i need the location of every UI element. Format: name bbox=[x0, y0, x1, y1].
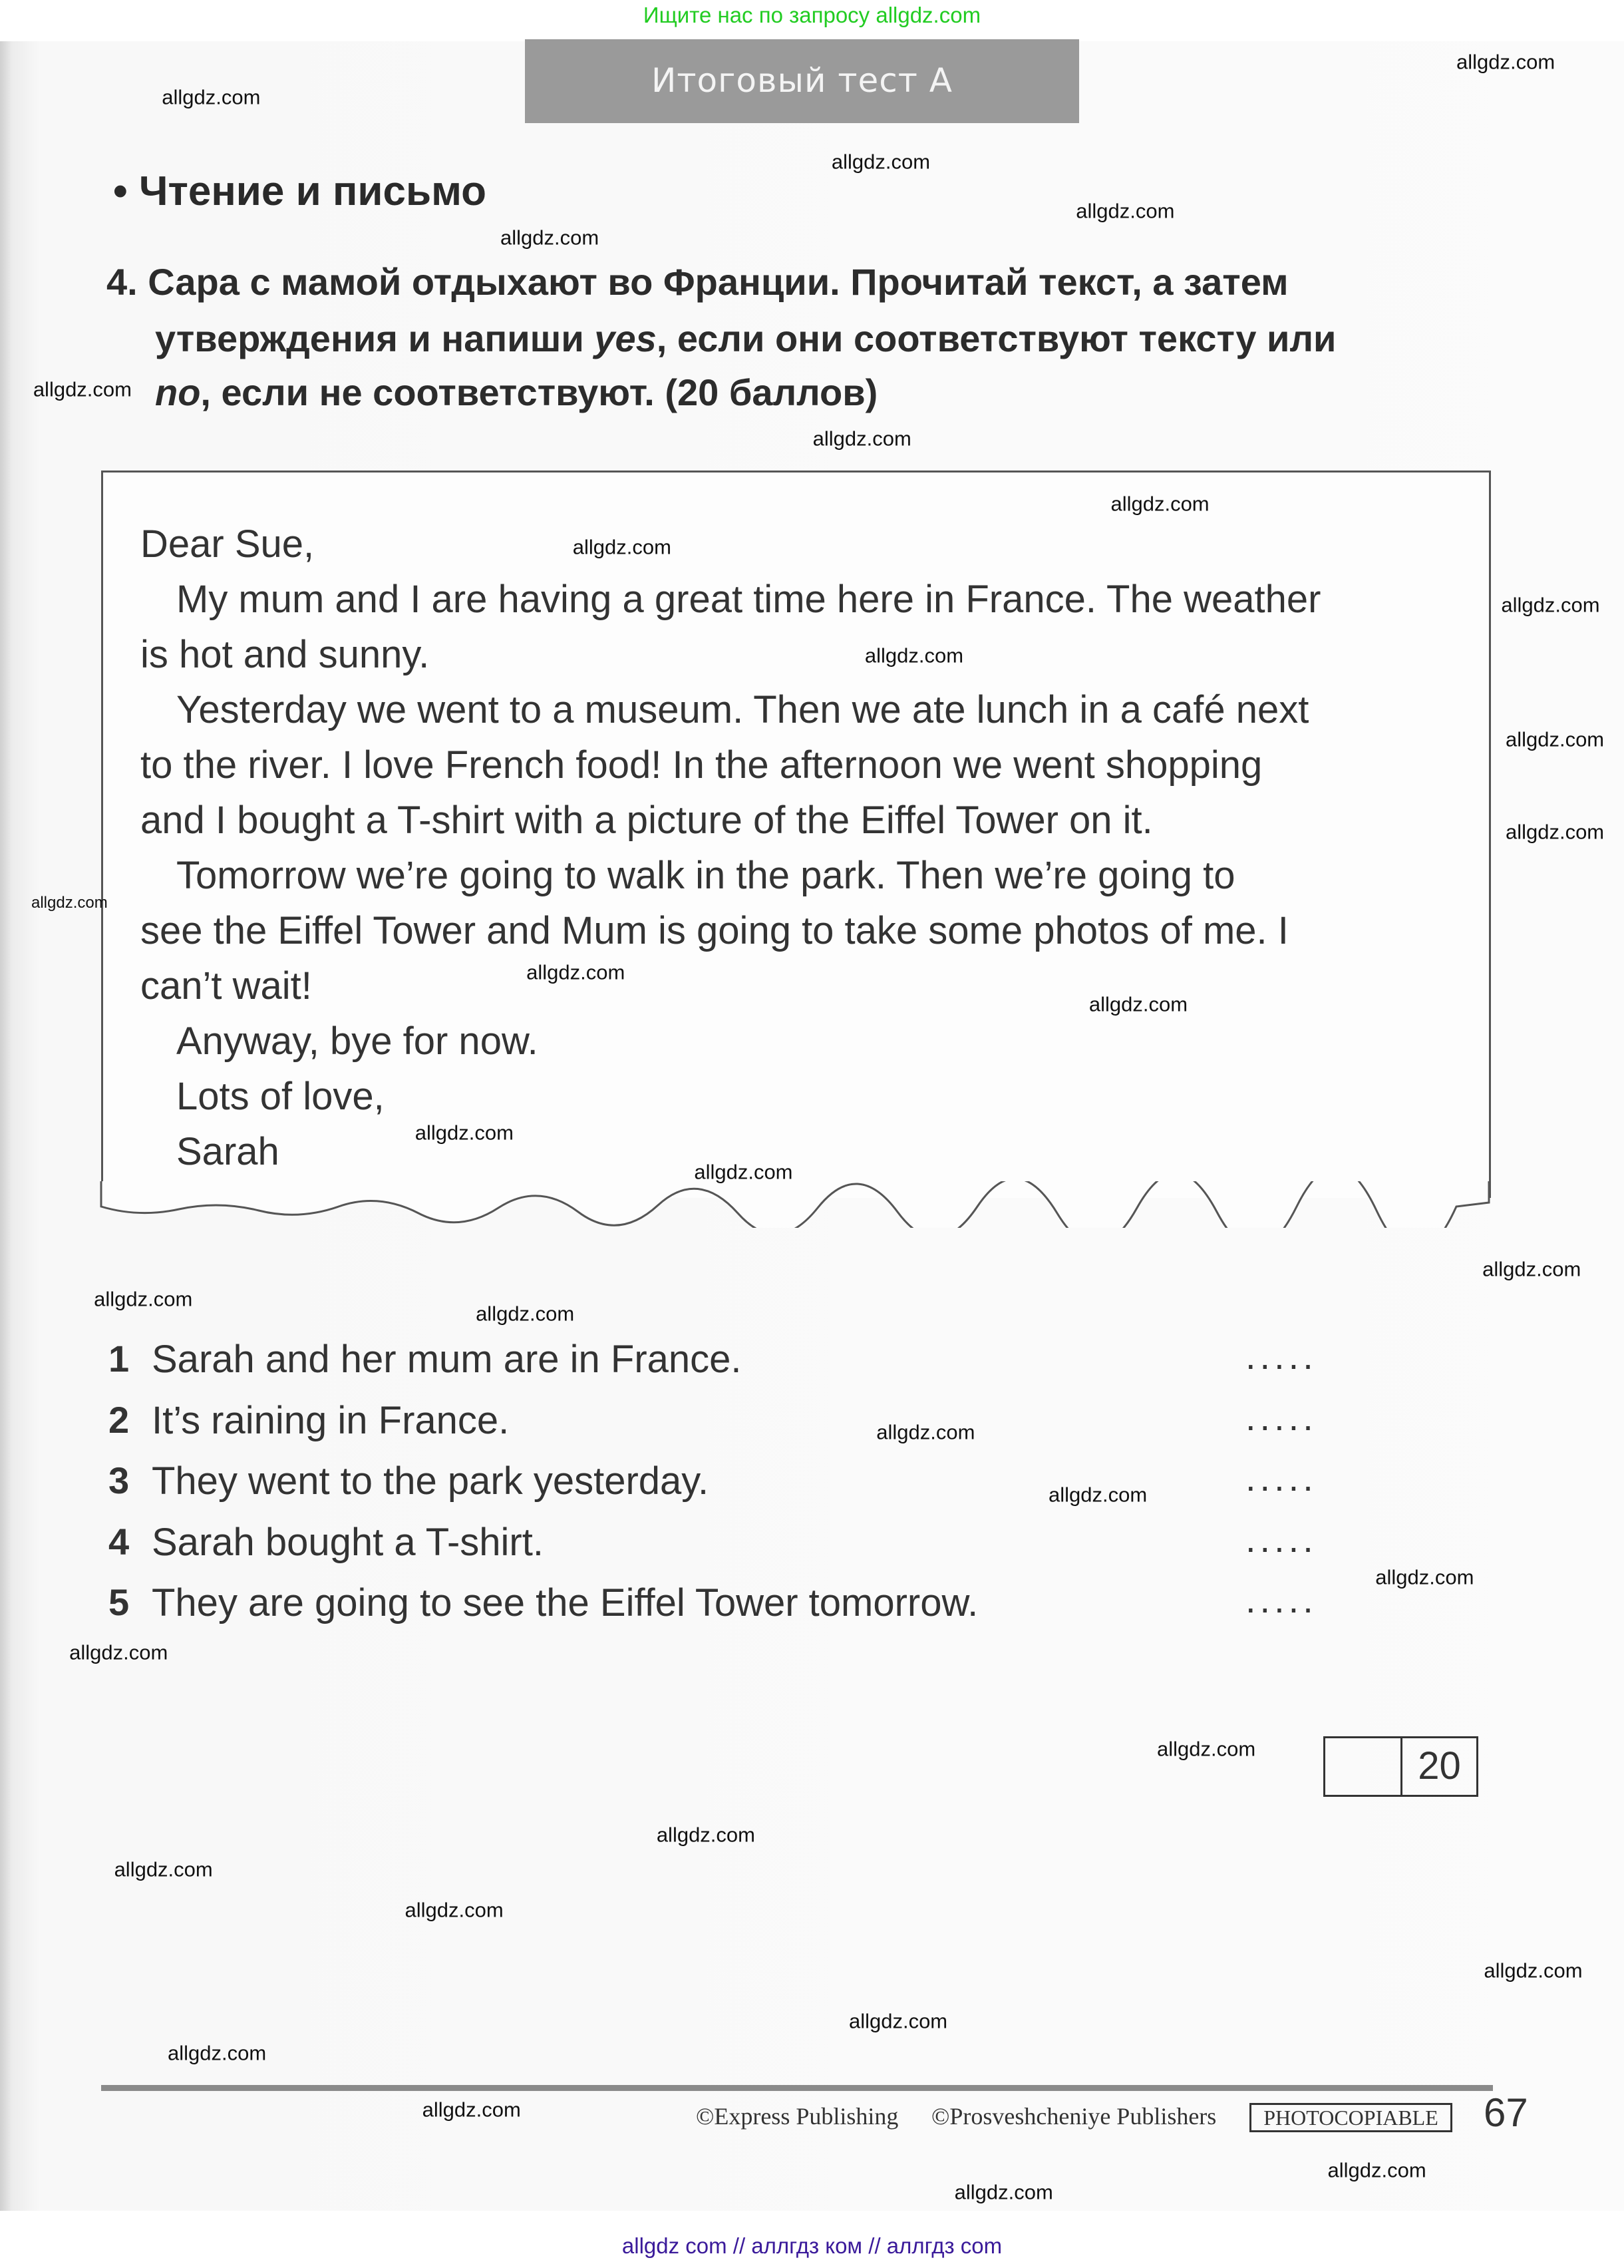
watermark: allgdz.com bbox=[1484, 1959, 1583, 1983]
letter-line: is hot and sunny. bbox=[140, 633, 430, 676]
letter-line: see the Eiffel Tower and Mum is going to take some photos of me. I bbox=[140, 909, 1289, 952]
statement-text: Sarah and her mum are in France. bbox=[152, 1338, 742, 1381]
site-search-note[interactable]: Ищите нас по запросу allgdz.com bbox=[643, 3, 981, 27]
statement-text: They are going to see the Eiffel Tower tomorrow. bbox=[152, 1581, 979, 1624]
letter-line: can’t wait! bbox=[140, 964, 312, 1008]
answer-blank[interactable]: ..... bbox=[1245, 1517, 1317, 1560]
watermark: allgdz.com bbox=[1088, 992, 1188, 1016]
publisher-prosveshcheniye: ©Prosveshcheniye Publishers bbox=[931, 2103, 1217, 2130]
statement-number: 5 bbox=[108, 1581, 130, 1623]
statement-number: 1 bbox=[108, 1338, 130, 1380]
watermark: allgdz.com bbox=[1076, 199, 1175, 223]
section-title: Чтение и письмо bbox=[138, 168, 487, 214]
letter-line: My mum and I are having a great time here in France. The weather bbox=[176, 578, 1321, 621]
watermark: allgdz.com bbox=[414, 1121, 514, 1145]
letter-line: Yesterday we went to a museum. Then we ate lunch in a café next bbox=[176, 688, 1309, 731]
watermark: allgdz.com bbox=[114, 1857, 213, 1881]
watermark: allgdz.com bbox=[864, 644, 964, 667]
watermark: allgdz.com bbox=[1505, 820, 1605, 844]
test-header bbox=[525, 39, 1079, 123]
watermark: allgdz.com bbox=[656, 1823, 755, 1847]
watermark: allgdz.com bbox=[162, 85, 261, 109]
watermark: allgdz.com bbox=[168, 2041, 267, 2065]
watermark: allgdz.com bbox=[69, 1640, 168, 1664]
section-heading bbox=[113, 168, 486, 215]
watermark: allgdz.com bbox=[1482, 1257, 1581, 1281]
statement-number: 3 bbox=[108, 1459, 130, 1501]
page-number: 67 bbox=[1484, 2090, 1528, 2135]
answer-blank[interactable]: ..... bbox=[1245, 1396, 1317, 1438]
watermark: allgdz.com bbox=[526, 960, 625, 984]
task-line-1 bbox=[106, 261, 1289, 303]
watermark: allgdz.com bbox=[405, 1898, 504, 1922]
score-input[interactable] bbox=[1325, 1738, 1402, 1795]
statement-text: They went to the park yesterday. bbox=[152, 1459, 709, 1503]
watermark: allgdz.com bbox=[1157, 1737, 1256, 1761]
torn-paper-edge bbox=[99, 1181, 1491, 1228]
watermark: allgdz.com bbox=[1110, 492, 1210, 516]
watermark: allgdz.com bbox=[572, 535, 671, 559]
task-text: , если не соответствуют. (20 баллов) bbox=[200, 371, 878, 413]
letter-line: Lots of love, bbox=[176, 1075, 385, 1118]
bottom-site-note[interactable]: allgdz com // аллгдз ком // аллгдз com bbox=[621, 2233, 1003, 2258]
watermark: allgdz.com bbox=[1375, 1565, 1474, 1589]
task-line-3 bbox=[155, 371, 878, 414]
photocopiable-badge: PHOTOCOPIABLE bbox=[1249, 2103, 1452, 2132]
task-text: , если они соответствуют тексту или bbox=[656, 317, 1337, 359]
letter-line: Anyway, bye for now. bbox=[176, 1020, 538, 1063]
statement-number: 4 bbox=[108, 1520, 130, 1563]
statement-text: It’s raining in France. bbox=[152, 1398, 510, 1442]
watermark: allgdz.com bbox=[812, 427, 911, 451]
watermark: allgdz.com bbox=[422, 2098, 521, 2122]
footer-rule bbox=[101, 2085, 1493, 2091]
watermark: allgdz.com bbox=[33, 377, 132, 401]
publisher-express: ©Express Publishing bbox=[696, 2103, 899, 2130]
watermark: allgdz.com bbox=[1048, 1483, 1148, 1507]
bullet: • bbox=[113, 168, 128, 214]
watermark: allgdz.com bbox=[694, 1160, 793, 1184]
watermark: allgdz.com bbox=[1456, 50, 1555, 74]
watermark: allgdz.com bbox=[500, 226, 599, 250]
letter-line: Tomorrow we’re going to walk in the park. Then we’re going to bbox=[176, 854, 1235, 897]
letter-line: to the river. I love French food! In the afternoon we went shopping bbox=[140, 743, 1263, 787]
watermark: allgdz.com bbox=[476, 1302, 575, 1326]
watermark: allgdz.com bbox=[1505, 727, 1605, 751]
task-yes: yes bbox=[594, 317, 657, 359]
letter-line: Dear Sue, bbox=[140, 522, 315, 566]
letter-line: and I bought a T-shirt with a picture of the Eiffel Tower on it. bbox=[140, 799, 1153, 842]
watermark: allgdz.com bbox=[954, 2180, 1053, 2204]
task-text: Сара с мамой отдыхают во Франции. Прочитай текст, а затем bbox=[148, 261, 1289, 303]
answer-blank[interactable]: ..... bbox=[1245, 1335, 1317, 1377]
score-box bbox=[1323, 1736, 1478, 1797]
task-no: no bbox=[155, 371, 201, 413]
statement-text: Sarah bought a T-shirt. bbox=[152, 1520, 544, 1564]
letter-line: Sarah bbox=[176, 1130, 279, 1173]
statement-number: 2 bbox=[108, 1398, 130, 1441]
watermark: allgdz.com bbox=[848, 2009, 948, 2033]
watermark: allgdz.com bbox=[31, 893, 108, 912]
watermark: allgdz.com bbox=[1501, 593, 1600, 617]
test-title: Итоговый тест А bbox=[651, 61, 953, 100]
watermark: allgdz.com bbox=[1327, 2158, 1426, 2182]
score-max: 20 bbox=[1418, 1744, 1461, 1788]
watermark: allgdz.com bbox=[876, 1420, 975, 1444]
answer-blank[interactable]: ..... bbox=[1245, 1579, 1317, 1620]
task-text: утверждения и напиши bbox=[155, 317, 595, 359]
watermark: allgdz.com bbox=[831, 150, 931, 174]
task-number: 4. bbox=[106, 261, 138, 303]
watermark: allgdz.com bbox=[94, 1287, 193, 1311]
answer-blank[interactable]: ..... bbox=[1245, 1457, 1317, 1499]
task-line-2 bbox=[155, 317, 1336, 360]
